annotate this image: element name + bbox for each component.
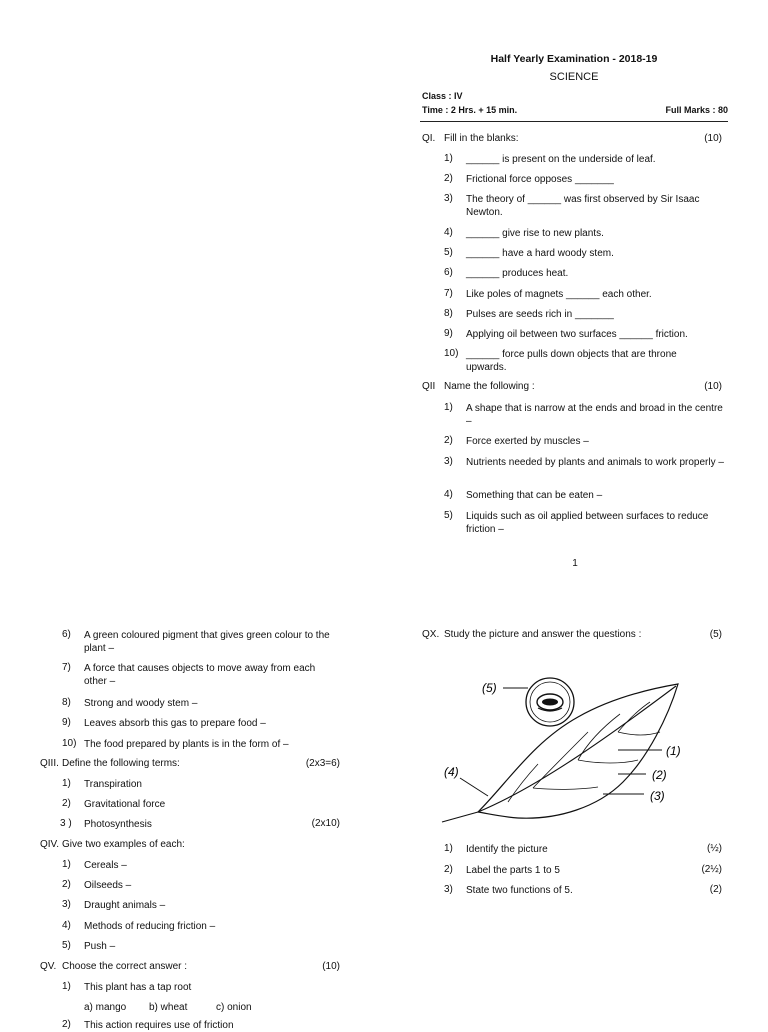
q3-label: QIII. [40, 758, 59, 769]
diagram-label-4: (4) [444, 765, 459, 779]
diagram-label-2: (2) [652, 768, 667, 782]
q3-marks: (2x3=6) [305, 758, 340, 769]
q10-item-1-marks: (½) [707, 843, 722, 854]
q10-item-2-num: 2) [444, 864, 453, 875]
q10-item-3-text: State two functions of 5. [466, 885, 573, 896]
q4-item-5-num: 5) [62, 940, 71, 951]
q4-item-1-num: 1) [62, 859, 71, 870]
q1-item-7-text: Like poles of magnets ______ each other. [466, 289, 652, 300]
q2-title: Name the following : [444, 381, 535, 392]
q3-item-1-num: 1) [62, 778, 71, 789]
leaf-diagram [438, 662, 698, 827]
q5-marks: (10) [322, 961, 340, 972]
q2-item-3-text: Nutrients needed by plants and animals to work properly – [466, 457, 724, 468]
q10-item-3-num: 3) [444, 884, 453, 895]
q2-item-4-text: Something that can be eaten – [466, 490, 603, 501]
q1-item-4-text: ______ give rise to new plants. [466, 228, 604, 239]
time-label: Time : 2 Hrs. + 15 min. [422, 105, 518, 115]
diagram-label-1: (1) [666, 744, 681, 758]
q5-option-c: c) onion [216, 1002, 252, 1013]
q2-item-10-text: The food prepared by plants is in the form of – [84, 739, 289, 750]
q2-marks: (10) [704, 381, 722, 392]
q10-item-3-marks: (2) [709, 884, 722, 895]
q1-item-3-num: 3) [444, 193, 453, 204]
q5-item-1-text: This plant has a tap root [84, 982, 192, 993]
q3-item-2-num: 2) [62, 798, 71, 809]
q4-item-4-num: 4) [62, 920, 71, 931]
q1-item-2-num: 2) [444, 173, 453, 184]
subject-title: SCIENCE [549, 71, 599, 83]
q1-marks: (10) [704, 133, 722, 144]
q1-item-7-num: 7) [444, 288, 453, 299]
q5-option-a: a) mango [84, 1002, 127, 1013]
q4-item-2-text: Oilseeds – [84, 880, 132, 891]
q1-item-1-text: ______ is present on the underside of leaf. [466, 154, 656, 165]
q3-title: Define the following terms: [62, 758, 180, 769]
q10-label: QX. [422, 629, 440, 640]
q10-item-1-num: 1) [444, 843, 453, 854]
q1-item-3-text: The theory of ______ was first observed by Sir Isaac Newton. [466, 194, 700, 218]
q1-item-9-num: 9) [444, 328, 453, 339]
q4-item-5-text: Push – [84, 941, 116, 952]
q3-extra-marks: (2x10) [311, 818, 340, 829]
q3-item-1-text: Transpiration [84, 779, 142, 790]
q4-item-3-num: 3) [62, 899, 71, 910]
q2-item-3-num: 3) [444, 456, 453, 467]
q3-item-3-text: Photosynthesis [84, 819, 152, 830]
q1-item-5-text: ______ have a hard woody stem. [466, 248, 614, 259]
q2-label: QII [422, 381, 436, 392]
q1-item-1-num: 1) [444, 153, 453, 164]
header-divider [420, 121, 728, 122]
q1-item-6-num: 6) [444, 267, 453, 278]
q2-item-1-text: A shape that is narrow at the ends and broad in the centre – [466, 403, 723, 427]
q4-label: QIV. [40, 839, 60, 850]
q1-item-4-num: 4) [444, 227, 453, 238]
q2-item-9-text: Leaves absorb this gas to prepare food – [84, 718, 266, 729]
q5-option-b: b) wheat [149, 1002, 188, 1013]
q1-item-10-num: 10) [444, 348, 459, 359]
q5-item-2-text: This action requires use of friction [84, 1020, 234, 1031]
page-number: 1 [572, 558, 578, 569]
q1-item-8-num: 8) [444, 308, 453, 319]
q2-item-8-text: Strong and woody stem – [84, 698, 198, 709]
q2-item-5-text: Liquids such as oil applied between surfaces to reduce friction – [466, 511, 709, 535]
q5-item-2-num: 2) [62, 1019, 71, 1030]
q1-label: QI. [422, 133, 436, 144]
q10-item-2-text: Label the parts 1 to 5 [466, 865, 560, 876]
q10-marks: (5) [709, 629, 722, 640]
q1-item-5-num: 5) [444, 247, 453, 258]
q1-item-2-text: Frictional force opposes _______ [466, 174, 614, 185]
q5-label: QV. [40, 961, 57, 972]
q2-item-4-num: 4) [444, 489, 453, 500]
q2-item-7-text: A force that causes objects to move away from each other – [84, 663, 316, 687]
q4-item-3-text: Draught animals – [84, 900, 166, 911]
q2-item-8-num: 8) [62, 697, 71, 708]
q4-item-1-text: Cereals – [84, 860, 127, 871]
q1-item-9-text: Applying oil between two surfaces ______ friction. [466, 329, 688, 340]
q10-item-2-marks: (2½) [701, 864, 722, 875]
q1-item-6-text: ______ produces heat. [466, 268, 569, 279]
diagram-label-5: (5) [482, 681, 497, 695]
diagram-label-3: (3) [650, 789, 665, 803]
q2-item-7-num: 7) [62, 662, 71, 673]
q2-item-6-num: 6) [62, 629, 71, 640]
q2-item-2-num: 2) [444, 435, 453, 446]
q1-title: Fill in the blanks: [444, 133, 519, 144]
q2-item-10-num: 10) [62, 738, 77, 749]
q1-item-10-text: ______ force pulls down objects that are throne upwards. [466, 349, 677, 373]
q3-item-2-text: Gravitational force [84, 799, 166, 810]
full-marks-label: Full Marks : 80 [665, 105, 728, 115]
q10-item-1-text: Identify the picture [466, 844, 548, 855]
q2-item-9-num: 9) [62, 717, 71, 728]
q2-item-5-num: 5) [444, 510, 453, 521]
q4-item-4-text: Methods of reducing friction – [84, 921, 216, 932]
q4-title: Give two examples of each: [62, 839, 185, 850]
exam-title: Half Yearly Examination - 2018-19 [490, 53, 658, 65]
q3-item-3-num: 3 ) [60, 818, 72, 829]
q10-title: Study the picture and answer the questions : [444, 629, 642, 640]
q2-item-6-text: A green coloured pigment that gives green colour to the plant – [84, 630, 330, 654]
class-label: Class : IV [422, 91, 463, 101]
q2-item-2-text: Force exerted by muscles – [466, 436, 589, 447]
q2-item-1-num: 1) [444, 402, 453, 413]
q5-item-1-num: 1) [62, 981, 71, 992]
q5-title: Choose the correct answer : [62, 961, 188, 972]
q4-item-2-num: 2) [62, 879, 71, 890]
q1-item-8-text: Pulses are seeds rich in _______ [466, 309, 614, 320]
